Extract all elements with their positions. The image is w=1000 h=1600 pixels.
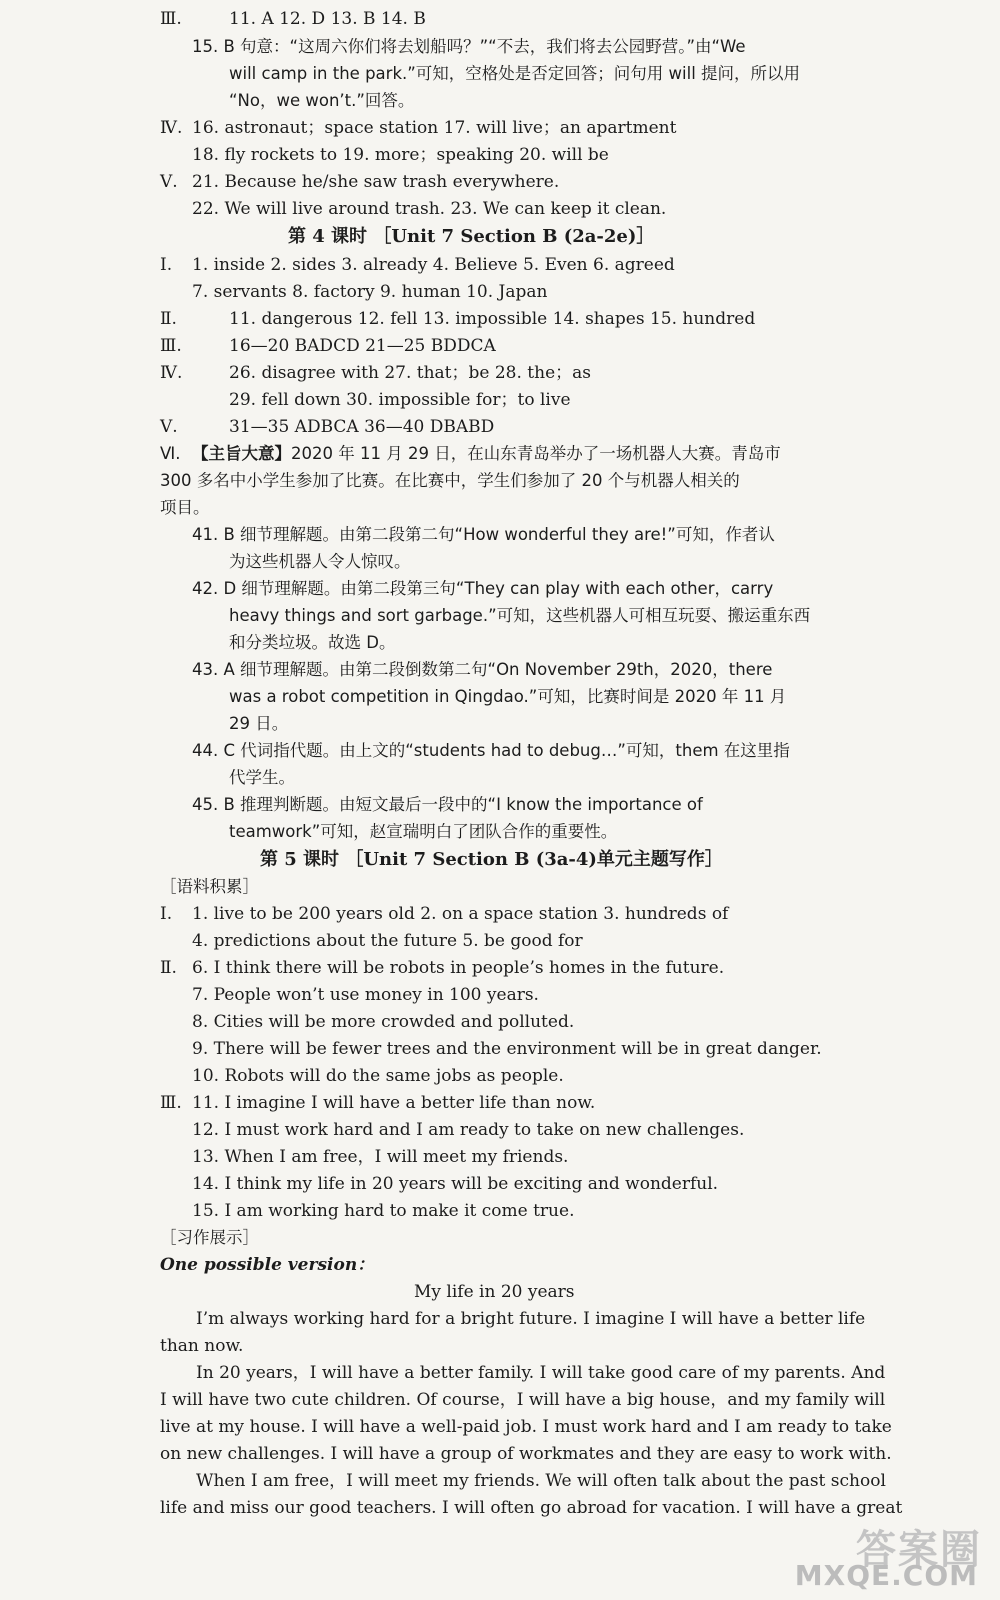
line-text: heavy things and sort garbage.”可知，这些机器人可相互玩耍、搬运重东西: [229, 606, 811, 625]
section-numeral: Ⅰ.: [160, 255, 173, 275]
line-text: 22. We will live around trash. 23. We can keep it clean.: [192, 199, 667, 219]
text-line: [0, 713, 1000, 735]
text-line: [0, 497, 1000, 519]
line-text: 7. People won’t use money in 100 years.: [192, 985, 539, 1005]
text-line: [0, 821, 1000, 843]
text-line: [0, 335, 1000, 357]
line-text: life and miss our good teachers. I will often go abroad for vacation. I will have a great: [160, 1498, 903, 1518]
line-text: ［语料积累］: [160, 877, 259, 896]
line-text: 11. dangerous 12. fell 13. impossible 14. shapes 15. hundred: [229, 309, 756, 329]
text-line: [0, 1416, 1000, 1438]
text-line: [0, 362, 1000, 384]
section-numeral: Ⅴ.: [160, 417, 178, 437]
line-text: 41. B 细节理解题。由第二段第二句“How wonderful they are!”可知，作者认: [192, 525, 775, 544]
text-line: [0, 876, 1000, 898]
text-line: [0, 578, 1000, 600]
line-text: 4. predictions about the future 5. be good for: [192, 931, 583, 951]
section-numeral: Ⅱ.: [160, 958, 177, 978]
text-line: [0, 308, 1000, 330]
line-text: 43. A 细节理解题。由第二段倒数第二句“On November 29th，2020，there: [192, 660, 773, 679]
text-line: [0, 8, 1000, 30]
line-text: 8. Cities will be more crowded and polluted.: [192, 1012, 575, 1032]
line-text: 项目。: [160, 498, 210, 517]
section-numeral: Ⅴ.: [160, 172, 178, 192]
text-line: [0, 1470, 1000, 1492]
text-line: [0, 1254, 1000, 1276]
section-numeral: Ⅲ.: [160, 336, 182, 356]
line-text: 10. Robots will do the same jobs as people.: [192, 1066, 564, 1086]
line-text: 13. When I am free，I will meet my friends.: [192, 1147, 569, 1167]
line-text: on new challenges. I will have a group of workmates and they are easy to work with.: [160, 1444, 892, 1464]
line-text: 6. I think there will be robots in people’s homes in the future.: [192, 958, 725, 978]
line-text: 第 4 课时 ［Unit 7 Section B (2a-2e)］: [288, 226, 655, 247]
text-line: [0, 470, 1000, 492]
line-text: I will have two cute children. Of course，I will have a big house，and my family will: [160, 1390, 886, 1410]
text-line: [0, 740, 1000, 762]
site-watermark: [782, 1518, 982, 1592]
text-line: [0, 90, 1000, 112]
text-line: [0, 659, 1000, 681]
line-text: 16—20 BADCD 21—25 BDDCA: [229, 336, 496, 356]
text-line: [0, 1389, 1000, 1411]
text-line: [0, 389, 1000, 411]
text-line: [0, 117, 1000, 139]
line-text: 300 多名中小学生参加了比赛。在比赛中，学生们参加了 20 个与机器人相关的: [160, 471, 740, 490]
line-text: 26. disagree with 27. that；be 28. the；as: [229, 363, 591, 383]
section-numeral: Ⅵ.: [160, 444, 181, 463]
text-line: [0, 144, 1000, 166]
line-text: 7. servants 8. factory 9. human 10. Japan: [192, 282, 548, 302]
text-line: [0, 198, 1000, 220]
text-line: [0, 1065, 1000, 1087]
line-text: 11. I imagine I will have a better life than now.: [192, 1093, 596, 1113]
text-line: [0, 1011, 1000, 1033]
text-line: [0, 1308, 1000, 1330]
line-text: 【主旨大意】2020 年 11 月 29 日，在山东青岛举办了一场机器人大赛。青岛市: [192, 444, 781, 463]
watermark-url: MXQE.COM: [794, 1559, 978, 1592]
line-text: When I am free，I will meet my friends. We will often talk about the past school: [196, 1471, 886, 1491]
line-text: 31—35 ADBCA 36—40 DBABD: [229, 417, 495, 437]
lesson-heading: [0, 226, 1000, 248]
section-numeral: Ⅱ.: [160, 309, 177, 329]
line-text: I’m always working hard for a bright future. I imagine I will have a better life: [196, 1309, 866, 1329]
text-line: [0, 794, 1000, 816]
text-line: [0, 171, 1000, 193]
text-line: [0, 524, 1000, 546]
line-text: 9. There will be fewer trees and the environment will be in great danger.: [192, 1039, 822, 1059]
lesson-heading: [0, 849, 1000, 871]
text-line: [0, 930, 1000, 952]
line-text: 1. live to be 200 years old 2. on a space station 3. hundreds of: [192, 904, 729, 924]
text-line: [0, 957, 1000, 979]
text-line: [0, 1335, 1000, 1357]
line-text: 1. inside 2. sides 3. already 4. Believe 5. Even 6. agreed: [192, 255, 675, 275]
section-numeral: Ⅲ.: [160, 1093, 182, 1113]
section-numeral: Ⅲ.: [160, 9, 182, 29]
text-line: [0, 984, 1000, 1006]
text-line: [0, 605, 1000, 627]
line-text: 21. Because he/she saw trash everywhere.: [192, 172, 560, 192]
text-line: [0, 1200, 1000, 1222]
section-numeral: Ⅰ.: [160, 904, 173, 924]
section-numeral: Ⅳ.: [160, 118, 183, 138]
line-text: 45. B 推理判断题。由短文最后一段中的“I know the importance of: [192, 795, 703, 814]
text-line: [0, 1497, 1000, 1519]
line-text: 11. A 12. D 13. B 14. B: [229, 9, 426, 29]
line-text: 15. B 句意：“这周六你们将去划船吗？”“不去，我们将去公园野营。”由“We: [192, 37, 746, 56]
line-text: live at my house. I will have a well-paid job. I must work hard and I am ready to take: [160, 1417, 892, 1437]
line-text: than now.: [160, 1336, 244, 1356]
text-line: [0, 1038, 1000, 1060]
line-text: In 20 years，I will have a better family. I will take good care of my parents. And: [196, 1363, 886, 1383]
line-text: 14. I think my life in 20 years will be exciting and wonderful.: [192, 1174, 719, 1194]
text-line: [0, 1443, 1000, 1465]
text-line: [0, 1362, 1000, 1384]
line-text: 为这些机器人令人惊叹。: [229, 552, 411, 571]
line-text: 18. fly rockets to 19. more；speaking 20. will be: [192, 145, 609, 165]
line-text: 代学生。: [229, 768, 295, 787]
text-line: [0, 1173, 1000, 1195]
text-line: [0, 281, 1000, 303]
watermark-logo-text: 答案圈: [856, 1527, 982, 1573]
text-line: [0, 443, 1000, 465]
line-text: 15. I am working hard to make it come true.: [192, 1201, 575, 1221]
line-text: 42. D 细节理解题。由第二段第三句“They can play with each other，carry: [192, 579, 774, 598]
text-line: [0, 416, 1000, 438]
text-line: [0, 551, 1000, 573]
text-line: [0, 1119, 1000, 1141]
text-line: [0, 686, 1000, 708]
text-line: [0, 1227, 1000, 1249]
line-text: will camp in the park.”可知，空格处是否定回答；问句用 will 提问，所以用: [229, 64, 801, 83]
text-line: [0, 63, 1000, 85]
line-text: 44. C 代词指代题。由上文的“students had to debug…”可知，them 在这里指: [192, 741, 790, 760]
text-line: [0, 1146, 1000, 1168]
line-text: 第 5 课时 ［Unit 7 Section B (3a-4)单元主题写作］: [260, 849, 723, 870]
text-line: [0, 1092, 1000, 1114]
line-text: ［习作展示］: [160, 1228, 259, 1247]
line-text: 和分类垃圾。故选 D。: [229, 633, 396, 652]
text-line: [0, 903, 1000, 925]
line-text: 16. astronaut；space station 17. will live；an apartment: [192, 118, 677, 138]
text-line: [0, 1281, 1000, 1303]
summary-tag: 【主旨大意】: [192, 444, 291, 463]
text-line: [0, 254, 1000, 276]
line-text: 12. I must work hard and I am ready to take on new challenges.: [192, 1120, 745, 1140]
text-line: [0, 632, 1000, 654]
line-text: My life in 20 years: [414, 1282, 575, 1302]
line-text: was a robot competition in Qingdao.”可知，比赛时间是 2020 年 11 月: [229, 687, 787, 706]
text-line: [0, 36, 1000, 58]
line-text: “No，we won’t.”回答。: [229, 91, 415, 110]
line-text: One possible version：: [160, 1255, 375, 1275]
line-text: teamwork”可知，赵宣瑞明白了团队合作的重要性。: [229, 822, 618, 841]
section-numeral: Ⅳ.: [160, 363, 183, 383]
line-text: 29. fell down 30. impossible for；to live: [229, 390, 571, 410]
line-text: 29 日。: [229, 714, 289, 733]
text-line: [0, 767, 1000, 789]
